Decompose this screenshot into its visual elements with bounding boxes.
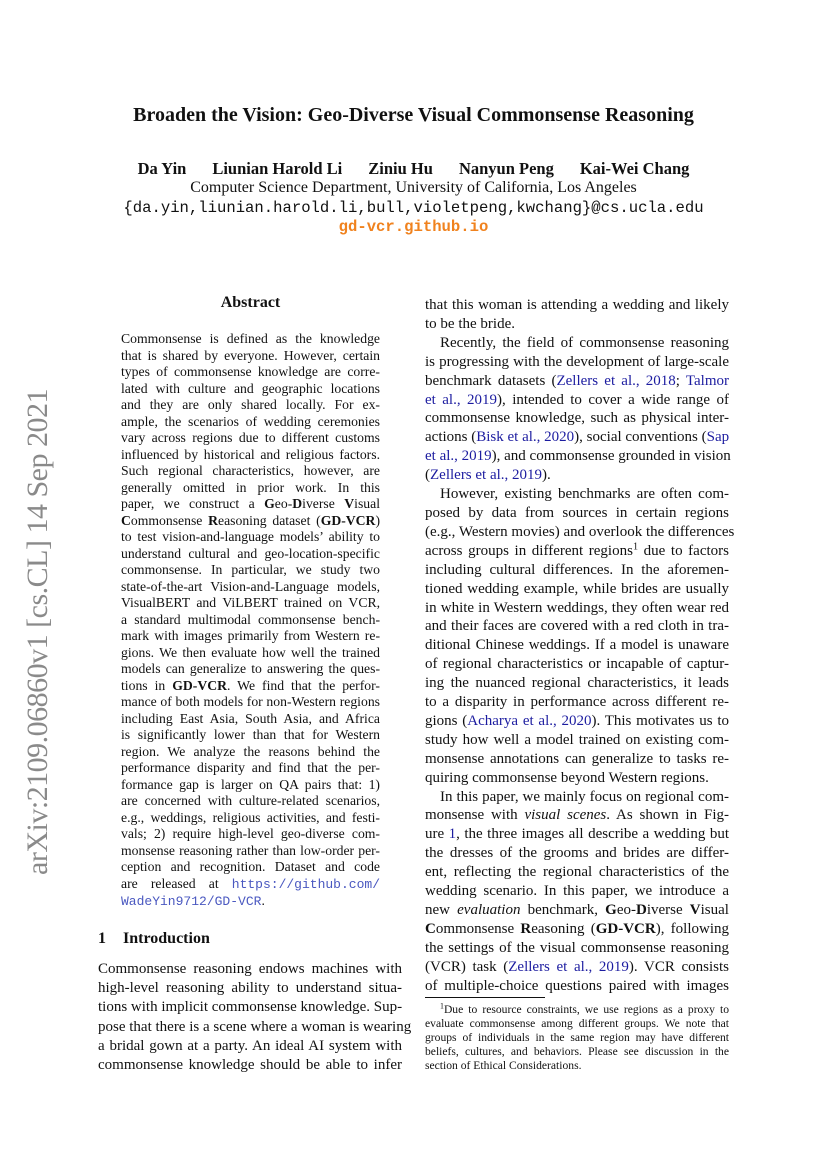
text-line [98, 1037, 402, 1056]
text-line [121, 381, 380, 398]
text-line [121, 430, 380, 447]
bold-text: C [121, 512, 131, 528]
footnote-marker[interactable]: 1 [632, 541, 639, 553]
text-line [425, 769, 729, 788]
text-run: ), and commonsense grounded in vision [491, 448, 731, 465]
bold-text: D [292, 496, 303, 511]
text-run: understand cultural and geo-location-specific [121, 545, 380, 561]
text-line [425, 617, 729, 636]
text-line [121, 546, 380, 563]
text-line [425, 599, 729, 618]
text-run: that this woman is attending a wedding and likely [425, 297, 729, 313]
text-line [425, 391, 729, 410]
text-line [425, 409, 729, 428]
bold-text: V [689, 902, 701, 918]
author: Ziniu Hu [368, 159, 433, 178]
text-line [98, 960, 402, 979]
section-number: 1 [98, 930, 106, 947]
text-line [425, 428, 729, 447]
text-run: a bridal gown at a party. An ideal AI system with [98, 1037, 402, 1054]
text-line [121, 496, 380, 513]
text-line [121, 727, 380, 744]
text-line [121, 397, 380, 414]
text-run: In this paper, we mainly focus on regional com- [440, 788, 729, 805]
italic-text: evaluation [457, 902, 521, 918]
text-run: to test vision-and-language models’ ability to [121, 529, 380, 544]
text-line [121, 826, 380, 843]
text-line [425, 693, 729, 712]
text-run: the settings of the visual commonsense reasoning [425, 939, 729, 956]
text-run: lated with culture and geographic locations [121, 380, 380, 396]
text-run: is progressing with the development of large-scale [425, 353, 729, 370]
text-run: tioned wedding example, while brides are usually [425, 580, 729, 597]
text-line [121, 810, 380, 827]
text-line [425, 1031, 729, 1045]
text-line [121, 331, 380, 348]
text-run: including cultural differences. In the aforemen- [425, 561, 729, 578]
bold-text: D [635, 902, 647, 918]
text-run: ditional Chinese weddings. If a model is unaware [425, 637, 729, 654]
text-line [121, 364, 380, 381]
text-run: to be the bride. [425, 315, 515, 332]
text-line [121, 859, 380, 876]
citation-link[interactable]: Acharya et al., 2020 [467, 712, 592, 729]
text-line [98, 998, 402, 1017]
text-run: e.g., weddings, religious activities, and festi- [121, 809, 380, 825]
citation-link[interactable]: Zellers et al., 2019 [508, 958, 629, 975]
text-run: ). [542, 467, 551, 484]
bold-text: C [425, 920, 436, 937]
text-run: is significantly lower than that for Western [121, 727, 380, 742]
text-run: region. We analyze the reasons behind the [121, 743, 380, 759]
text-run: of multiple-choice questions paired with images [425, 977, 729, 994]
text-line [425, 1059, 729, 1073]
text-run: ), intended to cover a wide range of [497, 391, 729, 408]
author: Kai-Wei Chang [579, 159, 690, 178]
text-line [425, 315, 729, 334]
text-run: and they are only shared locally. For ex- [121, 397, 380, 412]
bold-text: G [605, 902, 617, 918]
text-run: a standard multimodal commonsense bench- [121, 611, 380, 627]
text-run: iverse [646, 902, 690, 918]
text-line [425, 750, 729, 769]
url-link[interactable]: WadeYin9712/GD-VCR [121, 894, 262, 909]
text-line [425, 485, 729, 504]
abstract-heading: Abstract [220, 294, 281, 311]
text-run: beliefs, cultures, and behaviors. Please see discussion in the [425, 1044, 729, 1058]
text-line [425, 712, 729, 731]
text-run: ing the nuanced regional characteristics, it leads [425, 675, 729, 692]
affiliation: Computer Science Department, University of California, Los Angeles [190, 179, 637, 196]
text-run: formance gap is larger on QA pairs that: 1) [121, 776, 380, 792]
text-run: commonsense knowledge should be able to infer [98, 1057, 402, 1074]
text-line [425, 825, 729, 844]
text-line [425, 958, 729, 977]
text-line [121, 463, 380, 480]
citation-link[interactable]: et al., 2019 [425, 391, 498, 408]
text-run: paper, we construct a [121, 496, 265, 511]
text-run: including East Asia, South Asia, and Africa [121, 710, 380, 726]
text-line [98, 1018, 412, 1037]
author: Da Yin [137, 159, 187, 178]
text-run: vals; 2) require high-level geo-diverse com- [121, 826, 380, 841]
text-run: types of commonsense knowledge are corre- [121, 364, 380, 379]
text-run: evaluate commonsense among different groups. We note that [425, 1016, 729, 1030]
text-run: state-of-the-art Vision-and-Language models, [121, 578, 380, 594]
section-title: Introduction [123, 930, 210, 947]
text-run: that is shared by everyone. However, certain [121, 347, 380, 363]
text-line [425, 901, 729, 920]
author: Liunian Harold Li [212, 159, 343, 178]
text-run: easoning dataset ( [218, 512, 321, 528]
text-line [425, 447, 729, 466]
text-line [425, 523, 735, 542]
text-line [121, 595, 380, 612]
text-run: Recently, the field of commonsense reasoning [440, 334, 729, 351]
text-run: , the three images all describe a wedding but [456, 826, 729, 843]
text-run: ) [375, 512, 380, 528]
text-line [425, 353, 729, 372]
text-run: across groups in different regions [425, 542, 633, 559]
bold-text: R [520, 920, 532, 937]
text-run: . We find that the perfor- [226, 677, 380, 693]
arxiv-stamp: arXiv:2109.06860v1 [cs.CL] 14 Sep 2021 [21, 389, 54, 875]
text-run: Such regional characteristics, however, are [121, 463, 380, 478]
text-line [425, 372, 729, 391]
citation-link[interactable]: 1 [448, 826, 457, 843]
text-run: ( [425, 467, 430, 484]
text-run: wedding scenario. In this paper, we introduce a [425, 883, 729, 900]
text-run: gions. We then evaluate how well the trained [121, 644, 380, 660]
text-line [121, 513, 380, 530]
text-line [121, 876, 380, 894]
text-line [425, 1045, 729, 1059]
text-line [121, 612, 380, 629]
text-run: VisualBERT and ViLBERT trained on VCR, [121, 595, 380, 610]
text-line [425, 296, 729, 315]
bold-text: GD-VCR [595, 920, 656, 937]
text-line [425, 1003, 729, 1017]
text-run: isual [354, 496, 380, 511]
project-website-link[interactable]: gd-vcr.github.io [338, 218, 489, 236]
text-line [425, 504, 729, 523]
text-line [425, 882, 729, 901]
introduction-body-right [425, 296, 735, 996]
text-line [121, 777, 380, 794]
text-run: commonsense. In particular, we study two [121, 562, 380, 577]
text-line [121, 744, 380, 761]
text-line [121, 562, 380, 579]
text-run: (VCR) task ( [425, 958, 509, 975]
text-run: monsense reasoning rather than low-order per- [121, 842, 380, 858]
text-run: tions with implicit commonsense knowledge. Sup- [98, 999, 403, 1016]
text-line [121, 348, 380, 365]
bold-text: GD-VCR [320, 512, 376, 528]
text-run: gions ( [425, 712, 468, 729]
text-run: groups of individuals in the same region may have different [425, 1030, 729, 1044]
section-heading-introduction [98, 930, 210, 948]
text-run: benchmark datasets ( [425, 372, 557, 389]
citation-link[interactable]: Sap [706, 429, 730, 446]
text-run: However, existing benchmarks are often com- [440, 486, 729, 503]
text-run: mark with images primarily from Western re- [121, 628, 380, 643]
citation-link[interactable]: Bisk et al., 2020 [476, 429, 575, 446]
text-run: ample, the scenarios of wedding ceremonies [121, 413, 380, 429]
text-line [425, 674, 729, 693]
introduction-body-left [98, 960, 412, 1075]
text-line [121, 843, 380, 860]
text-run: to a disparity in performance across different re- [425, 694, 729, 711]
text-run: monsense annotations can generalize to tasks re- [425, 750, 729, 767]
text-line [121, 661, 380, 678]
text-line [425, 731, 729, 750]
text-run: and their faces are covered with a red cloth in tra- [425, 618, 729, 635]
text-line [425, 636, 729, 655]
text-run: Due to resource constraints, we use regions as a proxy to [443, 1003, 729, 1016]
text-run: new [425, 902, 458, 918]
bold-text: GD-VCR [172, 677, 227, 693]
text-run: of regional characteristics or incapable of captur- [425, 656, 729, 673]
url-link[interactable]: https://github.com/ [231, 876, 380, 892]
text-run: commonsense knowledge, such as physical inter- [425, 410, 729, 427]
footnote-marker[interactable]: 1 [440, 1001, 444, 1011]
text-run: pose that there is a scene where a woman is wearing [98, 1018, 412, 1035]
text-run: ommonsense [130, 512, 209, 528]
citation-link[interactable]: Zellers et al., 2018 [556, 372, 676, 389]
text-run: . [261, 893, 265, 908]
text-run: (e.g., Western movies) and overlook the differences [425, 523, 735, 540]
text-line [121, 529, 380, 546]
paper-title: Broaden the Vision: Geo-Diverse Visual Commonsense Reasoning [133, 104, 694, 126]
text-run: monsense with [425, 807, 525, 824]
text-run: iverse [302, 496, 345, 511]
text-run: models can generalize to answering the ques- [121, 661, 380, 676]
text-line [121, 893, 380, 911]
text-run: ; [675, 372, 686, 389]
text-run: eo- [274, 496, 293, 511]
text-run: generally omitted in prior work. In this [121, 479, 380, 495]
text-run: benchmark, [520, 902, 606, 918]
text-run: . As shown in Fig- [606, 807, 730, 824]
text-run: ). VCR consists [628, 958, 729, 975]
italic-text: visual scenes [524, 807, 607, 824]
text-line [425, 561, 729, 580]
text-line [121, 711, 380, 728]
text-run: Commonsense is defined as the knowledge [121, 331, 380, 346]
text-run: ure [425, 826, 449, 843]
text-run: ent, reflecting the regional characteristics of the [425, 864, 729, 881]
text-run: are released at [121, 875, 232, 891]
text-run: ). This motivates us to [591, 712, 730, 729]
text-line [121, 628, 380, 645]
text-run: ommonsense [435, 920, 521, 937]
text-run: quiring commonsense beyond Western regions. [425, 769, 709, 786]
text-run: study how well a model trained on existing com- [425, 731, 729, 748]
text-line [425, 920, 729, 939]
text-run: Commonsense reasoning endows machines with [98, 961, 402, 977]
text-run: performance disparity and find that the per- [121, 760, 380, 775]
citation-link[interactable]: Talmor [685, 372, 729, 389]
text-line [425, 863, 729, 882]
text-line [121, 645, 380, 662]
bold-text: R [208, 512, 218, 528]
text-line [121, 447, 380, 464]
text-line [121, 480, 380, 497]
text-line [425, 466, 729, 485]
text-run: high-level reasoning ability to understand situa- [98, 980, 402, 997]
text-line [121, 678, 380, 695]
text-run: the dresses of the grooms and brides are differ- [425, 845, 729, 862]
bold-text: G [264, 496, 275, 511]
text-line [121, 793, 380, 810]
text-run: isual [700, 902, 729, 918]
text-line [425, 1017, 729, 1031]
author-list [0, 159, 827, 179]
text-line [425, 655, 729, 674]
abstract-body [121, 331, 380, 911]
text-run: due to factors [638, 542, 729, 559]
text-line [425, 844, 729, 863]
text-line [121, 414, 380, 431]
citation-link[interactable]: Zellers et al., 2019 [430, 467, 543, 484]
text-run: ception and recognition. Dataset and code [121, 859, 380, 874]
text-line [425, 977, 729, 996]
text-line [98, 979, 402, 998]
text-line [425, 542, 729, 561]
text-line [121, 694, 380, 711]
text-run: section of Ethical Considerations. [425, 1058, 582, 1072]
bold-text: V [344, 496, 355, 511]
text-line [425, 334, 729, 353]
text-line [425, 580, 729, 599]
text-line [425, 788, 729, 807]
text-line [121, 760, 380, 777]
text-line [425, 939, 729, 958]
text-run: ), social conventions ( [574, 429, 707, 446]
text-line [121, 579, 380, 596]
footnote-divider [425, 997, 545, 998]
text-run: tions in [121, 677, 173, 693]
text-line [425, 806, 729, 825]
citation-link[interactable]: et al., 2019 [425, 448, 492, 465]
footnote [425, 1003, 729, 1073]
text-run: are concerned with culture-related scenarios, [121, 793, 380, 808]
text-run: in white in Western weddings, they often wear red [425, 599, 729, 616]
text-run: vary across regions due to different customs [121, 430, 380, 445]
author: Nanyun Peng [458, 159, 554, 178]
text-run: ), following [655, 920, 730, 937]
text-run: actions ( [425, 429, 477, 446]
text-run: mance of both models for non-Western regions [121, 694, 380, 709]
text-run: influenced by historical and religious factors. [121, 446, 380, 462]
text-line [98, 1056, 402, 1075]
text-run: eo- [616, 902, 636, 918]
text-run: easoning ( [531, 920, 596, 937]
text-run: posed by data from sources in certain regions [425, 504, 729, 521]
author-emails: {da.yin,liunian.harold.li,bull,violetpeng,kwchang}@cs.ucla.edu [123, 199, 704, 217]
